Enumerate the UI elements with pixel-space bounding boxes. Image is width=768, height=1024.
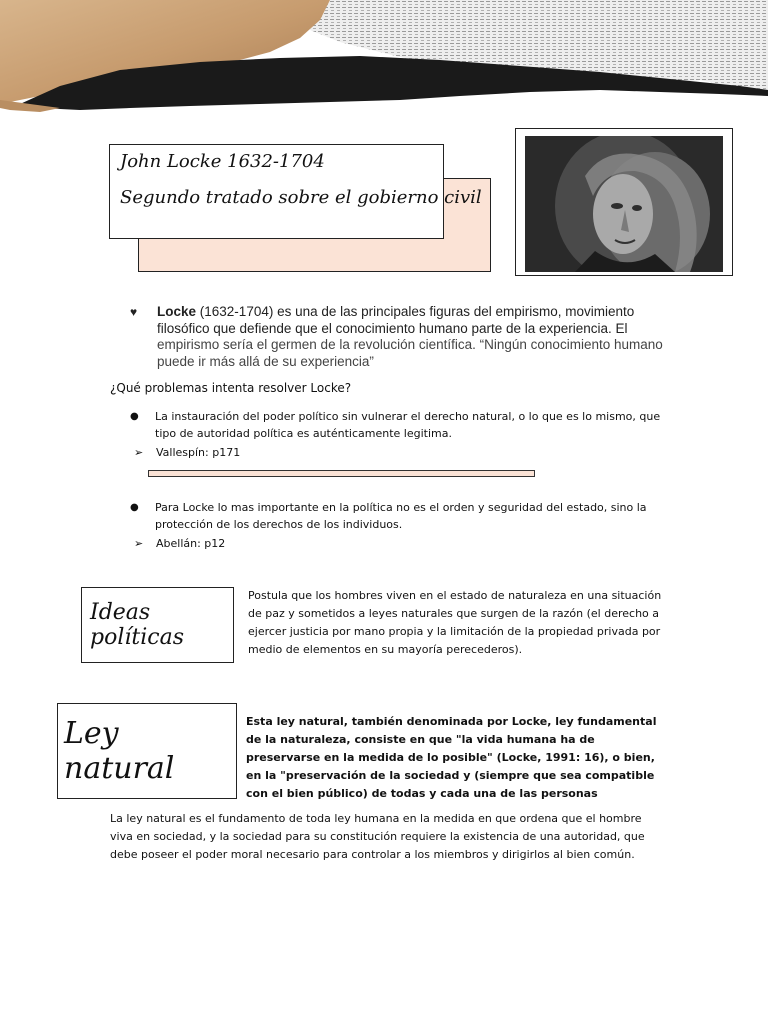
- reference-line: [134, 444, 240, 461]
- arrow-bullet-icon: ➢: [134, 446, 144, 459]
- ideas-paragraph: Postula que los hombres viven en el estado de naturaleza en una situación de paz y sometidos a leyes naturales que surgen de la razón (el derecho a ejercer justicia por mano propia y la limitación de la propiedad privada por medio de elementos en su mayoría perecederos).: [248, 589, 662, 656]
- reference-line: [134, 535, 225, 552]
- bullet-text: Para Locke lo mas importante en la política no es el orden y seguridad del estado, sino la protección de los derechos de los individuos.: [155, 501, 647, 531]
- ideas-label: Ideas políticas: [90, 600, 185, 650]
- list-item: [130, 408, 670, 442]
- list-item: [130, 499, 670, 533]
- title-line-2: Segundo tratado sobre el gobierno civil: [120, 187, 482, 208]
- bullet-dot-icon: ●: [130, 502, 139, 513]
- divider-bar: [148, 470, 535, 477]
- torn-paper-header: [0, 0, 768, 120]
- ideas-label-box: [81, 587, 234, 663]
- ley-paragraph: Esta ley natural, también denominada por Locke, ley fundamental de la naturaleza, consiste en que "la vida humana ha de preservarse en la medida de lo posible" (Locke, 1991: 16), o bien, en la "preservación de la sociedad y (siempre que sea compatible con el bien público) de todas y cada una de las personas: [246, 715, 657, 800]
- portrait-frame: [515, 128, 733, 276]
- intro-text-2: empirismo sería el germen de la revolución científica. “Ningún conocimiento humano puede ir más allá de su experiencia”: [157, 337, 663, 369]
- heart-bullet-icon: ♥: [130, 305, 138, 319]
- bullet-dot-icon: ●: [130, 411, 139, 422]
- ley-label-box: [57, 703, 237, 799]
- bullet-text: La instauración del poder político sin vulnerar el derecho natural, o lo que es lo mismo, que tipo de autoridad política es auténticamente legitima.: [155, 410, 661, 440]
- intro-name: Locke: [157, 304, 197, 319]
- title-line-1: John Locke 1632-1704: [120, 151, 325, 172]
- closing-paragraph: La ley natural es el fundamento de toda ley humana en la medida en que ordena que el hombre viva en sociedad, y la sociedad para su constitución requiere la existencia de una autoridad, que debe poseer el poder moral necesario para controlar a los miembros y dirigirlos al bien común.: [110, 812, 645, 861]
- portrait-engraving-icon: [525, 136, 723, 272]
- title-box: [109, 144, 482, 239]
- question-heading: ¿Qué problemas intenta resolver Locke?: [110, 381, 352, 395]
- ley-label: Ley natural: [64, 716, 175, 786]
- arrow-bullet-icon: ➢: [134, 537, 144, 550]
- reference-text: Vallespín: p171: [156, 446, 241, 459]
- reference-text: Abellán: p12: [156, 537, 226, 550]
- intro-paragraph: [130, 304, 670, 370]
- intro-text-1: (1632-1704) es una de las principales figuras del empirismo, movimiento filosófico que defiende que el conocimiento humano parte de la experiencia. El: [157, 304, 635, 336]
